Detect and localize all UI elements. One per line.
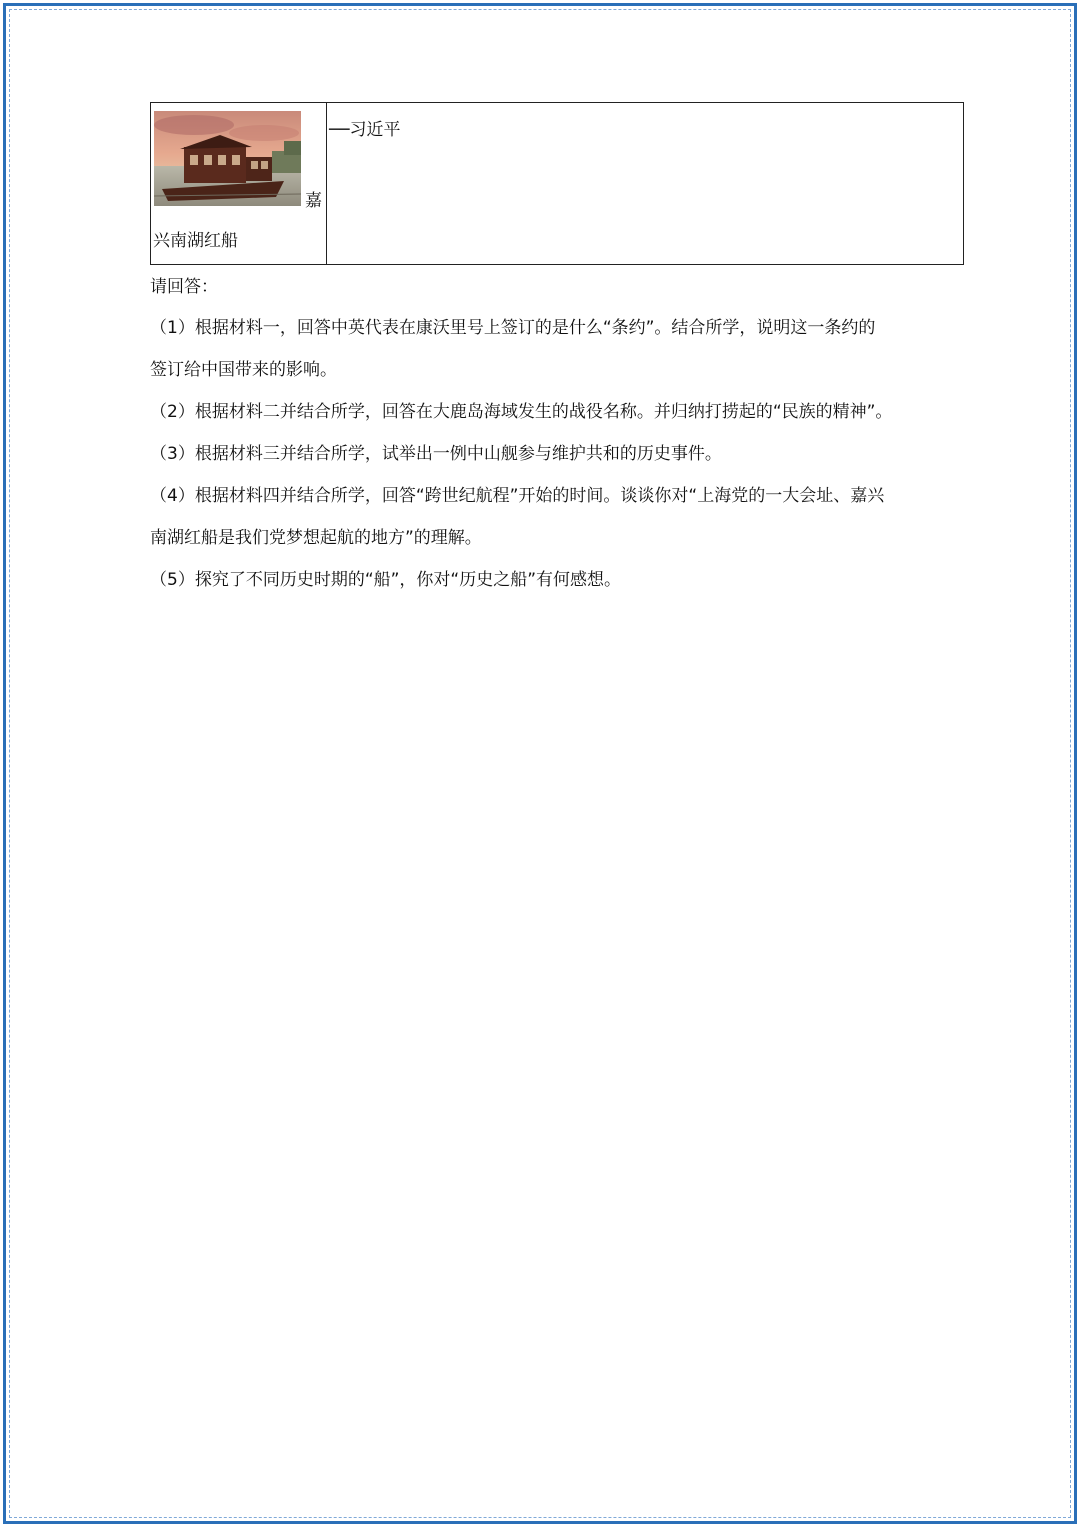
question-1-line1: （1）根据材料一，回答中英代表在康沃里号上签订的是什么“条约”。结合所学，说明这一条约的 [150, 318, 876, 338]
document-content [150, 102, 970, 601]
question-4-line1: （4）根据材料四并结合所学，回答“跨世纪航程”开始的时间。谈谈你对“上海党的一大会址、嘉兴 [150, 486, 885, 506]
question-5: （5）探究了不同历史时期的“船”，你对“历史之船”有何感想。 [150, 570, 622, 590]
question-4-line2: 南湖红船是我们党梦想起航的地方”的理解。 [150, 528, 482, 548]
image-caption-part2: 兴南湖红船 [153, 231, 238, 251]
quote-attribution: ──习近平 [329, 120, 401, 140]
image-caption-part1: 嘉 [305, 191, 322, 211]
red-boat-photo [154, 111, 301, 206]
question-2: （2）根据材料二并结合所学，回答在大鹿岛海域发生的战役名称。并归纳打捞起的“民族的精神”。 [150, 402, 893, 422]
question-3: （3）根据材料三并结合所学，试举出一例中山舰参与维护共和的历史事件。 [150, 444, 722, 464]
answer-prompt: 请回答： [150, 277, 218, 297]
image-cell [151, 103, 327, 265]
quote-cell [327, 103, 964, 265]
material-table [150, 102, 964, 265]
question-1-line2: 签订给中国带来的影响。 [150, 360, 337, 380]
